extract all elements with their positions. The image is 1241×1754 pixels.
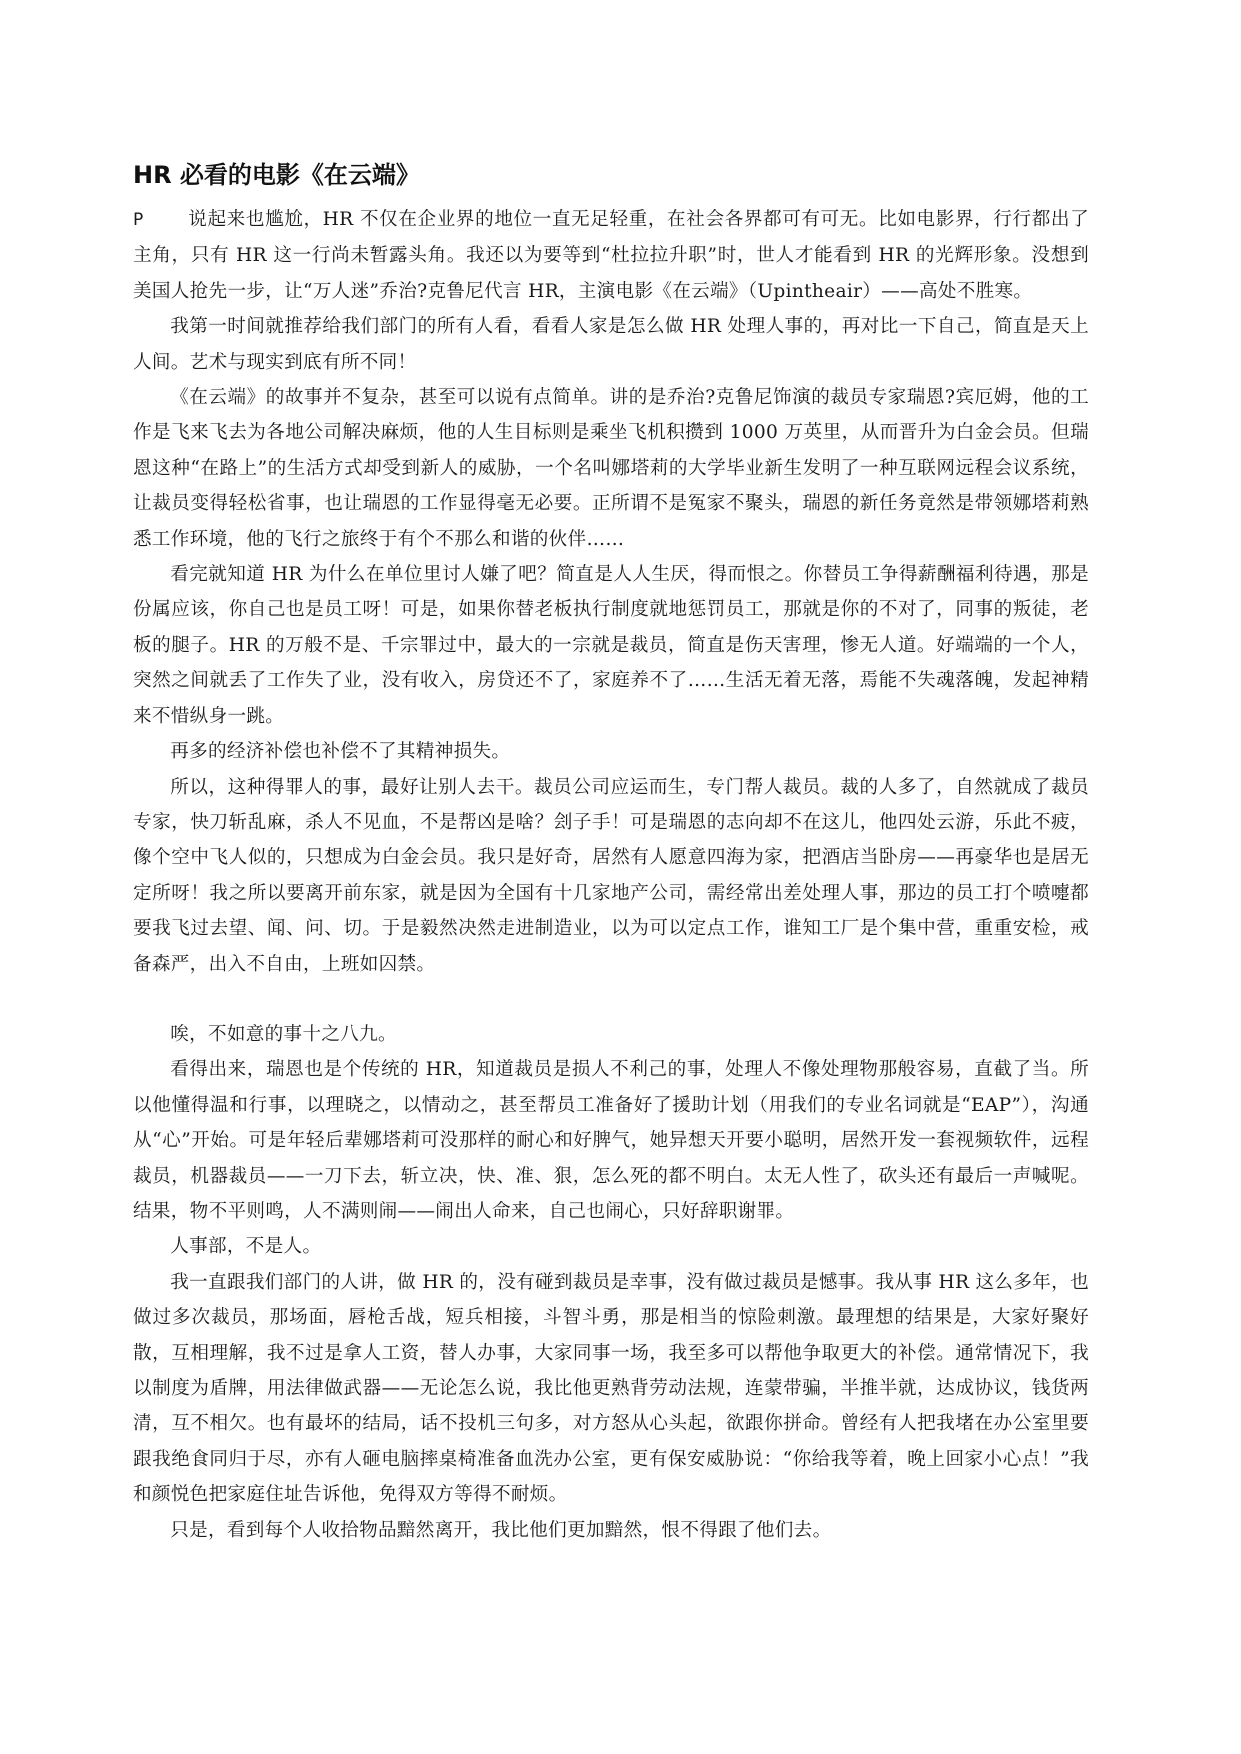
paragraph-1-text: 说起来也尴尬，HR 不仅在企业界的地位一直无足轻重，在社会各界都可有可无。比如电影界，行行都出了主角，只有 HR 这一行尚未暂露头角。我还以为要等到“杜拉拉升职”时，世人才能看到 HR 的光辉形象。没想到美国人抢先一步，让“万人迷”乔治?克鲁尼代言 HR，主演电影《在云端》（Upintheair）——高处不胜寒。	[133, 209, 1089, 302]
paragraph-7: 唉，不如意的事十之八九。	[170, 1023, 397, 1045]
paragraph-6: 所以，这种得罪人的事，最好让别人去干。裁员公司应运而生，专门帮人裁员。裁的人多了，自然就成了裁员专家，快刀斩乱麻，杀人不见血，不是帮凶是啥？刽子手！可是瑞恩的志向却不在这儿，他四处云游，乐此不疲，像个空中飞人似的，只想成为白金会员。我只是好奇，居然有人愿意四海为家，把酒店当卧房——再豪华也是居无定所呀！我之所以要离开前东家，就是因为全国有十几家地产公司，需经常出差处理人事，那边的员工打个喷嚏都要我飞过去望、闻、问、切。于是毅然决然走进制造业，以为可以定点工作，谁知工厂是个集中营，重重安检，戒备森严，出入不自由，上班如囚禁。	[133, 776, 1089, 975]
lead-mark: P	[133, 210, 144, 230]
paragraph-10: 我一直跟我们部门的人讲，做 HR 的，没有碰到裁员是幸事，没有做过裁员是憾事。我从事 HR 这么多年，也做过多次裁员，那场面，唇枪舌战，短兵相接，斗智斗勇，那是相当的惊险刺激。最理想的结果是，大家好聚好散，互相理解，我不过是拿人工资，替人办事，大家同事一场，我至多可以帮他争取更大的补偿。通常情况下，我以制度为盾牌，用法律做武器——无论怎么说，我比他更熟背劳动法规，连蒙带骗，半推半就，达成协议，钱货两清，互不相欠。也有最坏的结局，话不投机三句多，对方怒从心头起，欲跟你拼命。曾经有人把我堵在办公室里要跟我绝食同归于尽，亦有人砸电脑摔桌椅准备血洗办公室，更有保安威胁说：“你给我等着，晚上回家小心点！”我和颜悦色把家庭住址告诉他，免得双方等得不耐烦。	[133, 1271, 1089, 1506]
document-title: HR 必看的电影《在云端》	[133, 161, 420, 189]
document-page	[133, 158, 1089, 1548]
paragraph-9: 人事部，不是人。	[170, 1236, 322, 1258]
paragraph-5: 再多的经济补偿也补偿不了其精神损失。	[170, 741, 511, 763]
paragraph-3: 《在云端》的故事并不复杂，甚至可以说有点简单。讲的是乔治?克鲁尼饰演的裁员专家瑞恩?宾厄姆，他的工作是飞来飞去为各地公司解决麻烦，他的人生目标则是乘坐飞机积攒到 1000 万英里，从而晋升为白金会员。但瑞恩这种“在路上”的生活方式却受到新人的威胁，一个名叫娜塔莉的大学毕业新生发明了一种互联网远程会议系统，让裁员变得轻松省事，也让瑞恩的工作显得毫无必要。正所谓不是冤家不聚头，瑞恩的新任务竟然是带领娜塔莉熟悉工作环境，他的飞行之旅终于有个不那么和谐的伙伴……	[133, 387, 1089, 550]
paragraph-1	[133, 202, 1089, 309]
paragraph-2: 我第一时间就推荐给我们部门的所有人看，看看人家是怎么做 HR 处理人事的，再对比一下自己，简直是天上人间。艺术与现实到底有所不同！	[133, 316, 1089, 373]
paragraph-4: 看完就知道 HR 为什么在单位里讨人嫌了吧？简直是人人生厌，得而恨之。你替员工争得薪酬福利待遇，那是份属应该，你自己也是员工呀！可是，如果你替老板执行制度就地惩罚员工，那就是你的不对了，同事的叛徒，老板的腿子。HR 的万般不是、千宗罪过中，最大的一宗就是裁员，简直是伤天害理，惨无人道。好端端的一个人，突然之间就丢了工作失了业，没有收入，房贷还不了，家庭养不了……生活无着无落，焉能不失魂落魄，发起神精来不惜纵身一跳。	[133, 564, 1089, 727]
paragraph-gap	[133, 982, 1089, 1017]
paragraph-11: 只是，看到每个人收拾物品黯然离开，我比他们更加黯然，恨不得跟了他们去。	[170, 1519, 832, 1541]
paragraph-8: 看得出来，瑞恩也是个传统的 HR，知道裁员是损人不利己的事，处理人不像处理物那般容易，直截了当。所以他懂得温和行事，以理晓之，以情动之，甚至帮员工准备好了援助计划（用我们的专业名词就是“EAP”），沟通从“心”开始。可是年轻后辈娜塔莉可没那样的耐心和好脾气，她异想天开要小聪明，居然开发一套视频软件，远程裁员，机器裁员——一刀下去，斩立决，快、准、狠，怎么死的都不明白。太无人性了，砍头还有最后一声喊呢。结果，物不平则鸣，人不满则闹——闹出人命来，自己也闹心，只好辞职谢罪。	[133, 1059, 1089, 1222]
